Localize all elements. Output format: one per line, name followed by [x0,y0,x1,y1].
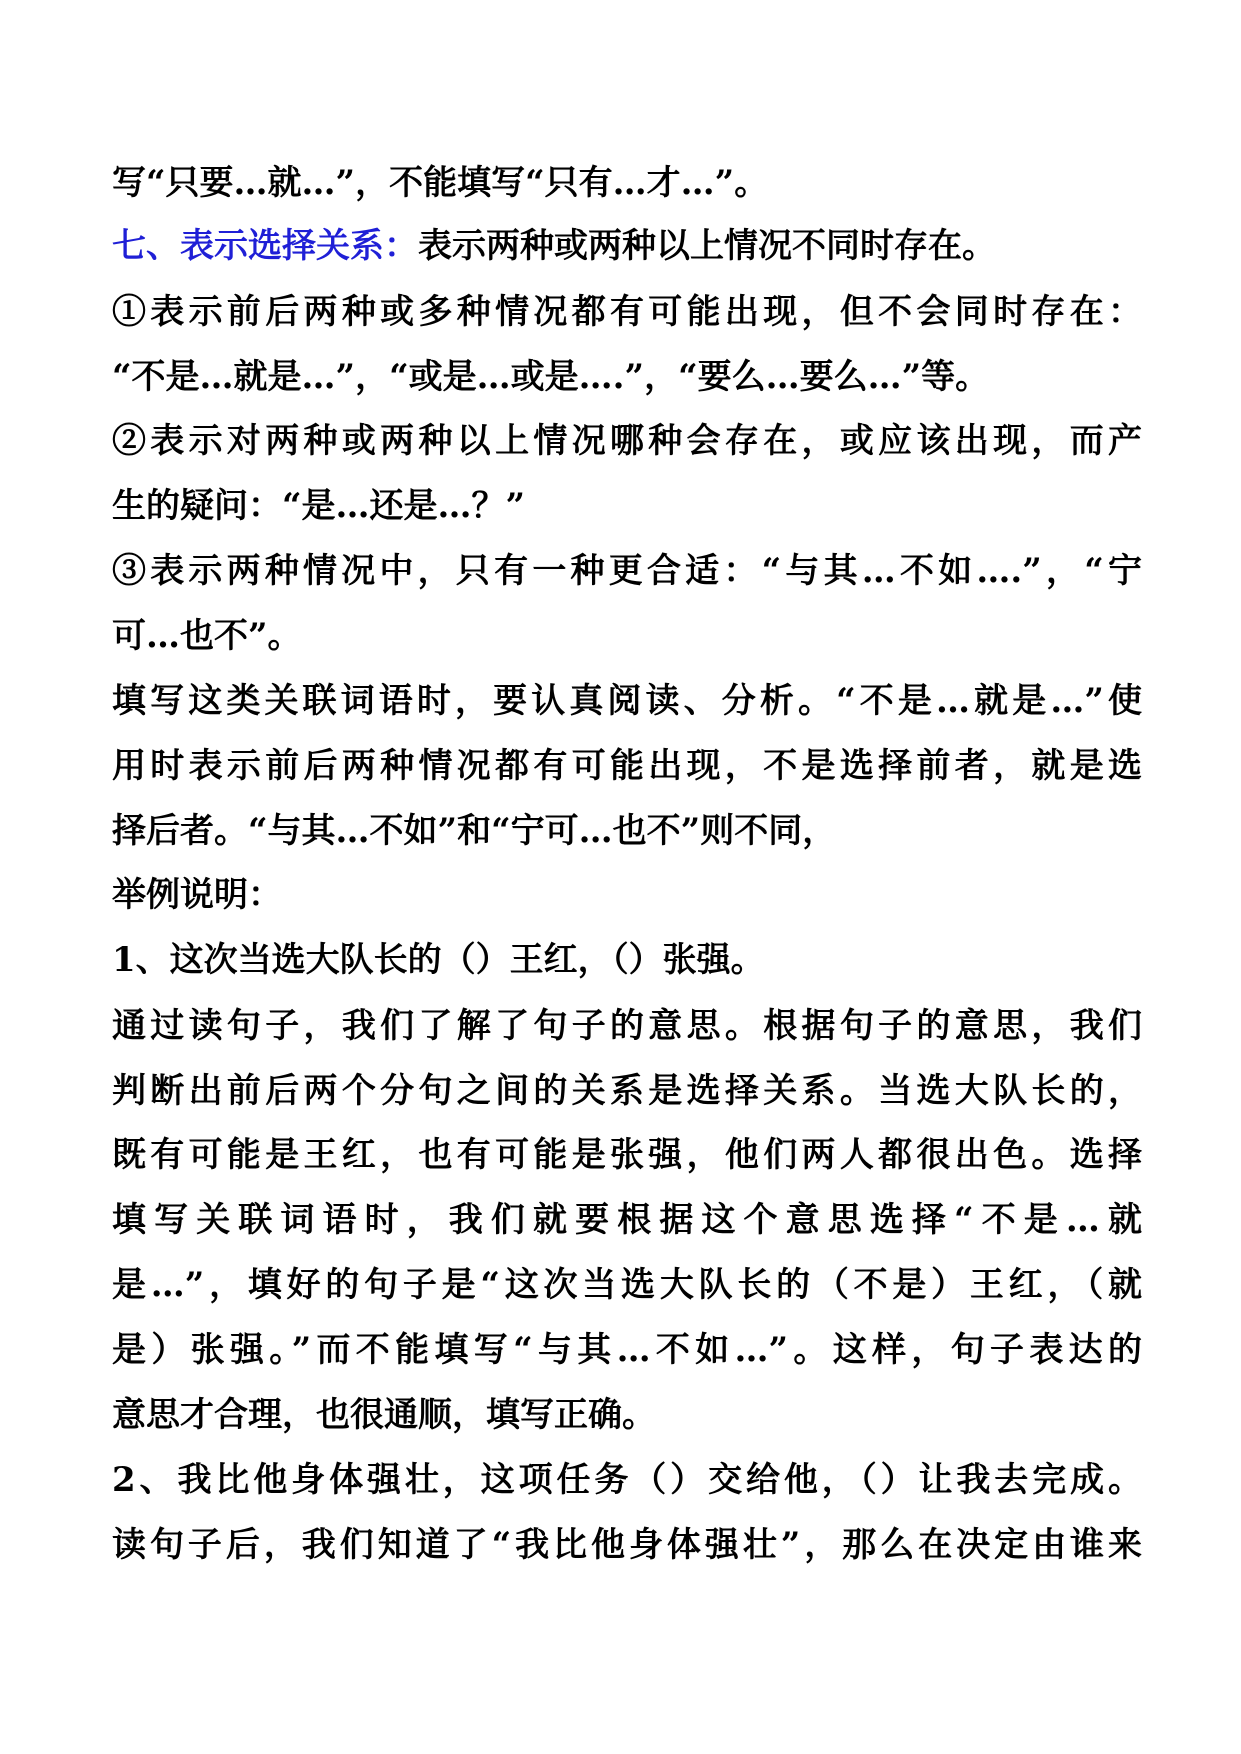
text-line-8: 可…也不”。 [112,616,302,656]
text-line-10: 用时表示前后两种情况都有可能出现，不是选择前者，就是选 [112,746,1142,786]
text-line-17: 填写关联词语时，我们就要根据这个意思选择“不是…就 [112,1200,1142,1240]
text-line-19: 是）张强。”而不能填写“与其…不如…”。这样，句子表达的 [112,1330,1142,1370]
text-line-15: 判断出前后两个分句之间的关系是选择关系。当选大队长的， [112,1071,1142,1111]
text-line-16: 既有可能是王红，也有可能是张强，他们两人都很出色。选择 [112,1135,1142,1175]
text-line-22: 读句子后，我们知道了“我比他身体强壮”，那么在决定由谁来 [112,1525,1142,1565]
text-line-5: ②表示对两种或两种以上情况哪种会存在，或应该出现，而产 [112,421,1142,461]
section-heading: 七、表示选择关系： [112,226,418,266]
section-heading-line [112,226,1142,266]
text-line-3: ①表示前后两种或多种情况都有可能出现，但不会同时存在： [112,292,1142,332]
text-line-18: 是…”，填好的句子是“这次当选大队长的（不是）王红，（就 [112,1265,1142,1305]
text-line-1: 写“只要…就…”，不能填写“只有…才…”。 [112,163,769,203]
section-heading-description: 表示两种或两种以上情况不同时存在。 [418,226,996,266]
text-line-14: 通过读句子，我们了解了句子的意思。根据句子的意思，我们 [112,1006,1142,1046]
text-line-4: “不是…就是…”，“或是…或是….”，“要么…要么…”等。 [112,357,990,397]
text-line-12: 举例说明： [112,875,282,915]
example-question-2: 2、我比他身体强壮，这项任务（）交给他，（）让我去完成。 [112,1460,1142,1500]
text-line-7: ③表示两种情况中，只有一种更合适：“与其…不如….”，“宁 [112,551,1142,591]
text-line-11: 择后者。“与其…不如”和“宁可…也不”则不同， [112,811,837,851]
text-line-9: 填写这类关联词语时，要认真阅读、分析。“不是…就是…”使 [112,681,1142,721]
text-line-20: 意思才合理，也很通顺，填写正确。 [112,1395,656,1435]
text-line-6: 生的疑问：“是…还是…？” [112,486,526,526]
example-question-1: 1、这次当选大队长的（）王红，（）张强。 [112,940,765,980]
